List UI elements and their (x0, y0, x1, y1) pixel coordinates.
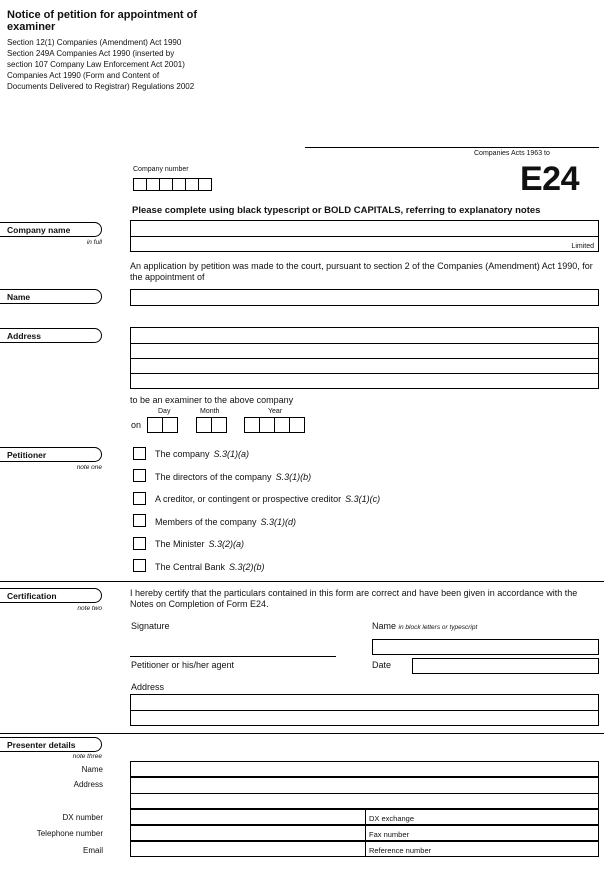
petitioner-option: A creditor, or contingent or prospective creditor S.3(1)(c) (155, 494, 381, 504)
signature-line[interactable] (130, 656, 336, 657)
legislation-references (7, 37, 257, 92)
signature-label: Signature (131, 621, 170, 631)
email-label: Email (82, 846, 103, 855)
digit-box[interactable] (172, 178, 186, 191)
certification-text: I hereby certify that the particulars contained in this form are correct and have been given in accordance with the Notes on Completion of Form E24. (130, 588, 578, 609)
examiner-text: to be an examiner to the above company (130, 395, 294, 405)
row-divider (131, 236, 598, 237)
form-code: E24 (520, 160, 579, 198)
tab-label: Certification (7, 591, 57, 601)
reference-line: Section 249A Companies Act 1990 (inserted by (7, 49, 175, 58)
digit-box[interactable] (196, 417, 212, 433)
cert-name-field[interactable] (372, 639, 599, 655)
petitioner-checkbox[interactable] (133, 469, 146, 482)
section-tab-certification (0, 588, 102, 603)
limited-suffix: Limited (571, 243, 594, 250)
header-rule (305, 147, 599, 148)
tab-sublabel: in full (86, 239, 102, 246)
digit-box[interactable] (185, 178, 199, 191)
company-number-label: Company number (133, 166, 189, 173)
month-field[interactable] (196, 417, 227, 433)
reference-line: Section 12(1) Companies (Amendment) Act 1990 (7, 38, 182, 47)
tab-sublabel: note two (77, 605, 102, 612)
digit-box[interactable] (198, 178, 212, 191)
dx-number-field[interactable] (130, 809, 366, 825)
digit-box[interactable] (146, 178, 160, 191)
digit-box[interactable] (274, 417, 290, 433)
petitioner-checkbox[interactable] (133, 492, 146, 505)
digit-box[interactable] (211, 417, 227, 433)
cert-name-label: Name in block letters or typescript (372, 621, 478, 631)
row-divider (131, 793, 598, 794)
section-tab-presenter (0, 737, 102, 752)
month-label: Month (200, 408, 220, 415)
fax-field[interactable] (365, 825, 599, 841)
tab-label: Name (7, 292, 31, 302)
presenter-name-label: Name (81, 765, 103, 774)
petitioner-checkbox[interactable] (133, 514, 146, 527)
dx-number-label: DX number (62, 813, 103, 822)
presenter-address-label: Address (73, 780, 103, 789)
row-divider (131, 710, 598, 711)
digit-box[interactable] (259, 417, 275, 433)
digit-box[interactable] (289, 417, 305, 433)
petitioner-option: The Minister S.3(2)(a) (155, 539, 245, 549)
section-tab-address (0, 328, 102, 343)
cert-address-field[interactable] (130, 694, 599, 726)
agent-label: Petitioner or his/her agent (131, 660, 235, 670)
section-rule (0, 581, 604, 582)
digit-box[interactable] (147, 417, 163, 433)
petitioner-option: The company S.3(1)(a) (155, 449, 250, 459)
tab-sublabel: note three (72, 753, 102, 760)
section-rule (0, 733, 604, 734)
cert-address-label: Address (131, 682, 165, 692)
year-label: Year (268, 408, 283, 415)
dx-exchange-field[interactable] (365, 809, 599, 825)
presenter-address-field[interactable] (130, 777, 599, 809)
day-field[interactable] (147, 417, 178, 433)
section-tab-company-name (0, 222, 102, 237)
reference-label: Reference number (369, 846, 432, 855)
examiner-address-field[interactable] (130, 327, 599, 389)
company-name-field[interactable] (130, 220, 599, 252)
tab-label: Petitioner (7, 450, 47, 460)
telephone-field[interactable] (130, 825, 366, 841)
dx-exchange-label: DX exchange (369, 814, 415, 823)
on-label: on (131, 420, 142, 430)
petitioner-checkbox[interactable] (133, 447, 146, 460)
petitioner-option: The directors of the company S.3(1)(b) (155, 472, 312, 482)
tab-label: Address (7, 331, 42, 341)
examiner-name-field[interactable] (130, 289, 599, 306)
fax-label: Fax number (369, 830, 410, 839)
tab-label: Presenter details (7, 740, 76, 750)
date-field[interactable] (412, 658, 599, 674)
digit-box[interactable] (159, 178, 173, 191)
digit-box[interactable] (244, 417, 260, 433)
digit-box[interactable] (162, 417, 178, 433)
row-divider (131, 373, 598, 374)
reference-line: section 107 Company Law Enforcement Act 2001) (7, 60, 185, 69)
companies-acts: Companies Acts 1963 to (474, 150, 550, 157)
petitioner-option: The Central Bank S.3(2)(b) (155, 562, 265, 572)
date-label: Date (372, 660, 392, 670)
reference-line: Companies Act 1990 (Form and Content of (7, 71, 160, 80)
row-divider (131, 358, 598, 359)
reference-line: Documents Delivered to Registrar) Regulations 2002 (7, 82, 195, 91)
presenter-name-field[interactable] (130, 761, 599, 777)
section-tab-name (0, 289, 102, 304)
petitioner-checkbox[interactable] (133, 537, 146, 550)
email-field[interactable] (130, 841, 366, 857)
telephone-label: Telephone number (36, 829, 103, 838)
form-title: Notice of petition for appointment of examiner (7, 9, 198, 33)
petitioner-option: Members of the company S.3(1)(d) (155, 517, 297, 527)
day-label: Day (158, 408, 171, 415)
row-divider (131, 343, 598, 344)
company-number-field[interactable] (133, 178, 212, 191)
year-field[interactable] (244, 417, 305, 433)
section-tab-petitioner (0, 447, 102, 462)
petitioner-checkbox[interactable] (133, 559, 146, 572)
application-text: An application by petition was made to the court, pursuant to section 2 of the Companies (Amendment) Act 1990, for the appointment of (130, 261, 593, 282)
tab-sublabel: note one (76, 464, 102, 471)
tab-label: Company name (7, 225, 71, 235)
reference-field[interactable] (365, 841, 599, 857)
instructions: Please complete using black typescript or BOLD CAPITALS, referring to explanatory notes (132, 205, 541, 216)
digit-box[interactable] (133, 178, 147, 191)
